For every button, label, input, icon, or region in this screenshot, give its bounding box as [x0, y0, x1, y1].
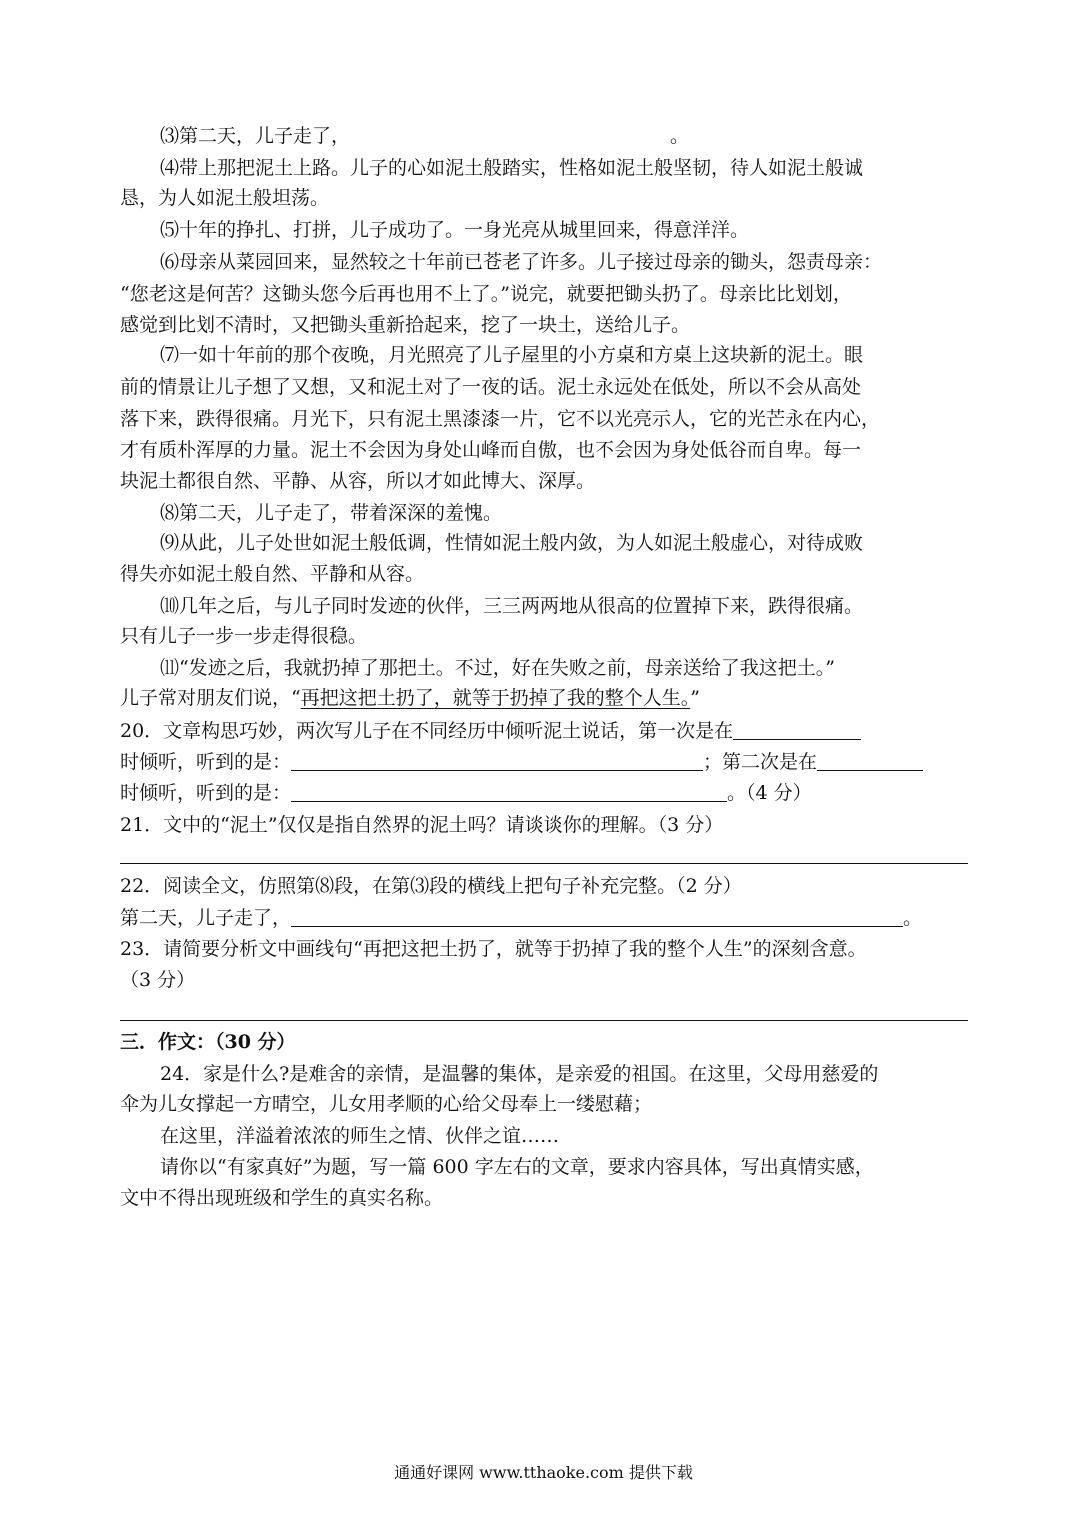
question-20-heard-label-1: 时倾听，听到的是：	[120, 751, 292, 773]
underlined-sentence: 再把这把土扔了，就等于扔掉了我的整个人生。	[300, 687, 691, 709]
paragraph-3	[160, 124, 970, 148]
question-20-heard-label-2: 时倾听，听到的是：	[120, 782, 292, 804]
question-22-answer	[120, 906, 970, 930]
question-24-line4: 请你以“有家真好”为题，写一篇 600 字左右的文章，要求内容具体，写出真情实感，	[160, 1156, 874, 1178]
question-21: 21．文中的“泥土”仅仅是指自然界的泥土吗？请谈谈你的理解。（3 分）	[120, 814, 724, 836]
paragraph-7-line1: ⑺一如十年前的那个夜晚，月光照亮了儿子屋里的小方桌和方桌上这块新的泥土。眼	[160, 344, 864, 366]
question-24-line1: 24．家是什么?是难舍的亲情，是温馨的集体，是亲爱的祖国。在这里，父母用慈爱的	[160, 1063, 879, 1085]
question-22-blank[interactable]	[291, 906, 903, 927]
question-24-line3: 在这里，洋溢着浓浓的师生之情、伙伴之谊……	[160, 1125, 560, 1147]
question-21-answer-line[interactable]	[120, 863, 968, 864]
question-23-answer-line[interactable]	[120, 1020, 968, 1021]
paragraph-3-end: 。	[670, 125, 690, 147]
question-20-text: 20．文章构思巧妙，两次写儿子在不同经历中倾听泥土说话，第一次是在	[120, 720, 734, 742]
paragraph-6-line2: “您老这是何苦？这锄头您今后再也用不上了。”说完，就要把锄头扔了。母亲比比划划，	[120, 283, 852, 305]
paragraph-7-line4: 才有质朴浑厚的力量。泥土不会因为身处山峰而自傲，也不会因为身处低谷而自卑。每一	[120, 439, 862, 461]
question-20-blank-second-heard[interactable]	[291, 781, 727, 802]
question-22-answer-prefix: 第二天，儿子走了，	[120, 907, 292, 929]
paragraph-9-line2: 得失亦如泥土般自然、平静和从容。	[120, 563, 425, 585]
paragraph-7-line3: 落下来，跌得很痛。月光下，只有泥土黑漆漆一片，它不以光亮示人，它的光芒永在内心，	[120, 408, 881, 430]
paragraph-9-line1: ⑼从此，儿子处世如泥土般低调，性情如泥土般内敛，为人如泥土般虚心，对待成败	[160, 532, 864, 554]
paragraph-8: ⑻第二天，儿子走了，带着深深的羞愧。	[160, 502, 503, 524]
section-3-heading: 三．作文：（30 分）	[120, 1031, 296, 1053]
question-20-line3	[120, 781, 970, 805]
paragraph-11-line1: ⑾“发迹之后，我就扔掉了那把土。不过，好在失败之前，母亲送给了我这把土。”	[160, 657, 835, 679]
question-22-answer-suffix: 。	[903, 907, 923, 929]
paragraph-10-line1: ⑽几年之后，与儿子同时发迹的伙伴，三三两两地从很高的位置掉下来，跌得很痛。	[160, 595, 864, 617]
question-20-line1	[120, 719, 970, 743]
paragraph-11-quote-close: ”	[690, 687, 700, 709]
paragraph-6-line3: 感觉到比划不清时，又把锄头重新拾起来，挖了一块土，送给儿子。	[120, 314, 691, 336]
question-24-line5: 文中不得出现班级和学生的真实名称。	[120, 1187, 444, 1209]
question-20-line2	[120, 750, 970, 774]
question-24-line2: 伞为儿女撑起一方晴空，儿女用孝顺的心给父母奉上一缕慰藉；	[120, 1093, 653, 1115]
question-23-line1: 23．请简要分析文中画线句“再把这把土扔了，就等于扔掉了我的整个人生”的深刻含意。	[120, 938, 867, 960]
question-22: 22．阅读全文，仿照第⑻段，在第⑶段的横线上把句子补充完整。（2 分）	[120, 875, 742, 897]
paragraph-3-blank	[350, 125, 670, 145]
paragraph-11-line2	[120, 686, 970, 710]
question-20-score: 。（4 分）	[727, 782, 812, 804]
paragraph-6-line1: ⑹母亲从菜园回来，显然较之十年前已苍老了许多。儿子接过母亲的锄头，怨责母亲：	[160, 251, 883, 273]
footer-watermark: 通通好课网 www.tthaoke.com 提供下载	[394, 1463, 693, 1482]
paragraph-10-line2: 只有儿子一步一步走得很稳。	[120, 625, 368, 647]
question-20-blank-first-heard[interactable]	[291, 750, 703, 771]
question-20-blank-second-when[interactable]	[817, 750, 923, 771]
question-23-line2: （3 分）	[120, 969, 196, 991]
paragraph-7-line5: 块泥土都很自然、平静、从容，所以才如此博大、深厚。	[120, 470, 596, 492]
paragraph-3-text: ⑶第二天，儿子走了，	[160, 125, 351, 147]
question-20-second-label: ；第二次是在	[703, 751, 818, 773]
paragraph-11-quote-open: 儿子常对朋友们说，“	[120, 687, 301, 709]
paragraph-5: ⑸十年的挣扎、打拼，儿子成功了。一身光亮从城里回来，得意洋洋。	[160, 219, 750, 241]
paragraph-4-line2: 恳，为人如泥土般坦荡。	[120, 187, 330, 209]
question-20-blank-first-when[interactable]	[733, 719, 861, 740]
paragraph-4-line1: ⑷带上那把泥土上路。儿子的心如泥土般踏实，性格如泥土般坚韧，待人如泥土般诚	[160, 157, 864, 179]
paragraph-7-line2: 前的情景让儿子想了又想，又和泥土对了一夜的话。泥土永远处在低处，所以不会从高处	[120, 376, 862, 398]
